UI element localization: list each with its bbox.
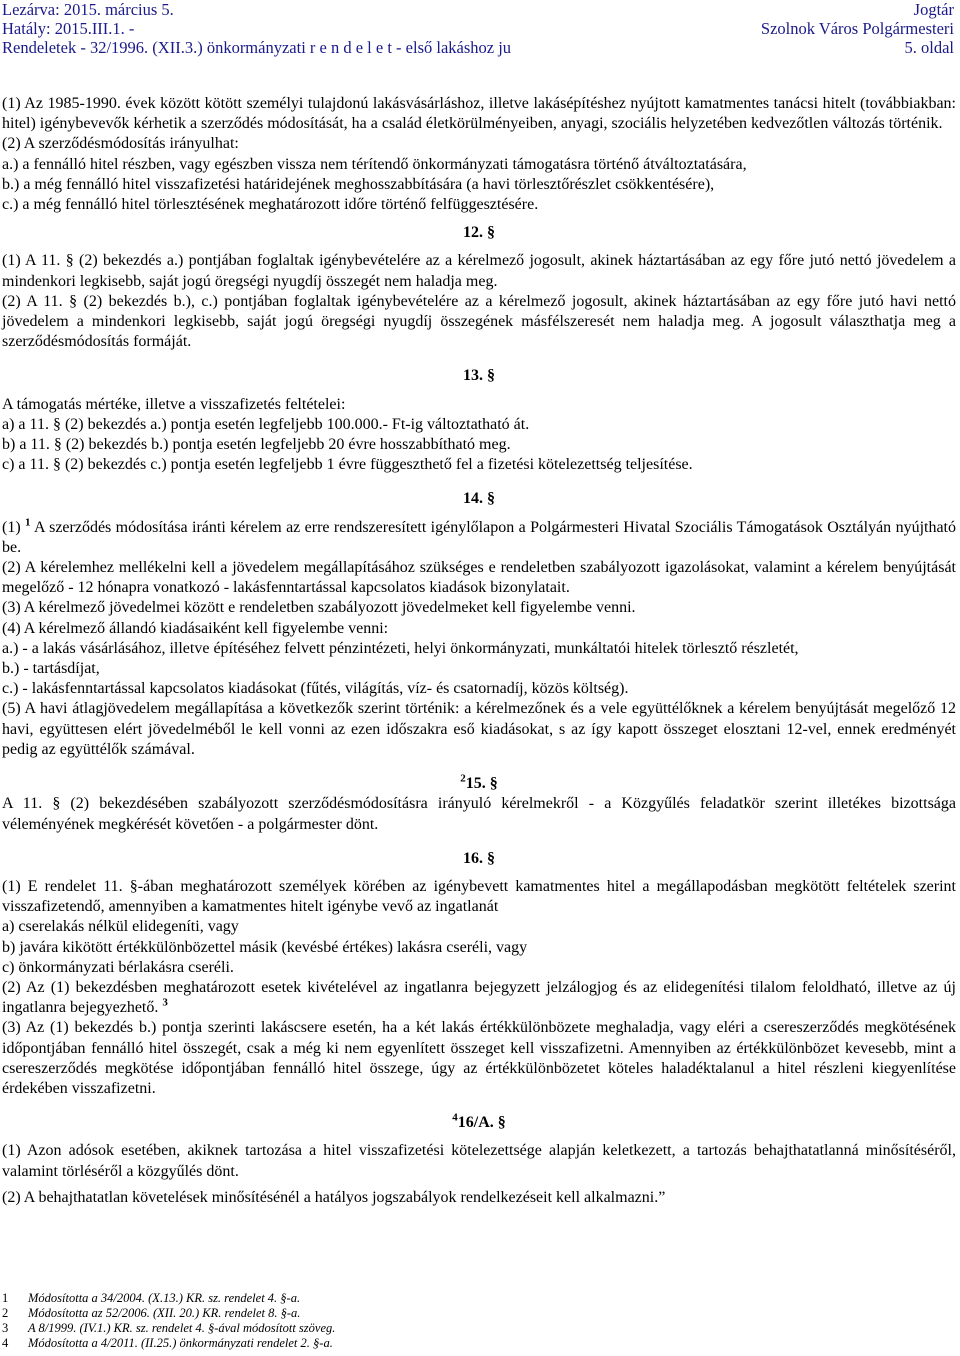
paragraph: (3) A kérelmező jövedelmei között e rendeletben szabályozott jövedelmeket kell figyelembe venni.	[2, 599, 636, 617]
footnote-ref[interactable]: 4	[452, 1111, 458, 1124]
footnote-number: 3	[2, 1321, 9, 1335]
paragraph	[2, 518, 956, 558]
paragraph: (3) Az (1) bekezdés b.) pontja szerinti lakáscsere esetén, ha a két lakás értékkülönbözete meghaladja, vagy eléri a csereszerződés megkötésének időpontjában fennálló hitel összegét, csak a még ki nem egyenlített összeget kell visszafizetni. Amennyiben az értékkülönbözet kevesebb, mint a csereszerződés megkötése időpontjában fennálló hitel összege, úgy az értékkülönbözetet köteles haladéktalanul a hitel részleni kiegyenlítése érdekében visszafizetni.	[2, 1019, 956, 1097]
footnote-number: 1	[2, 1291, 9, 1305]
paragraph: a.) a fennálló hitel részben, vagy egészben vissza nem térítendő önkormányzati támogatásra történő átváltoztatására,	[2, 155, 747, 173]
paragraph: (5) A havi átlagjövedelem megállapítása a következők szerint történik: a kérelmezőnek és a vele együttélőknek a kérelem benyújtását megelőző 12 havi, együttesen elért jövedelméből le kell vonni az ezen időszakra eső kiadásokat, s az így kapott összeget elosztani 12-vel, ennek eredményét pedig az együttélők számával.	[2, 700, 956, 758]
authority-label: Szolnok Város Polgármesteri	[760, 19, 954, 38]
paragraph: a) cserelakás nélkül elidegeníti, vagy	[2, 918, 239, 936]
page-number: 5. oldal	[904, 38, 954, 57]
paragraph-text: (2) Az (1) bekezdésben meghatározott esetek kivételével az ingatlanra bejegyzett jelzálogjog és az elidegenítési tilalom feloldható, illetve az új ingatlanra bejegyezhető.	[2, 978, 956, 1017]
section-heading-13: 13. §	[463, 367, 495, 385]
paragraph: (1) Azon adósok esetében, akiknek tartozása a hitel visszafizetési kötelezettsége alapján keletkezett, a tartozás behajthatatlanná minősítéséről, valamint törléséről a közgyűlés dönt.	[2, 1142, 956, 1180]
paragraph: c) önkormányzati bérlakásra cseréli.	[2, 958, 234, 976]
paragraph: c.) a még fennálló hitel törlesztésének meghatározott időre történő felfüggesztésére.	[2, 196, 539, 214]
paragraph-text: A szerződés módosítása iránti kérelem az erre rendszeresített igénylőlapon a Polgármesteri Hivatal Szociális Támogatások Osztályán nyújtható be.	[2, 518, 957, 556]
paragraph: b.) - tartásdíjat,	[2, 660, 100, 678]
paragraph: A 11. § (2) bekezdésében szabályozott szerződésmódosításra irányuló kérelmekről - a Közgyűlés feladatkör szerint illetékes bizottsága véleményének megkérését követően - a polgármester dönt.	[2, 795, 956, 833]
jogtar-label: Jogtár	[913, 0, 954, 19]
paragraph: b) a 11. § (2) bekezdés b.) pontja esetén legfeljebb 20 évre hosszabbítható meg.	[2, 436, 511, 454]
paragraph: (1) A 11. § (2) bekezdés a.) pontjában foglaltak igénybevételére az a kérelmező jogosult, akinek háztartásában az egy főre jutó nettó jövedelem a mindenkori legkisebb, saját jogú öregségi nyugdíj összegét nem haladja meg.	[2, 252, 956, 290]
paragraph: (2) A 11. § (2) bekezdés b.), c.) pontjában foglaltak igénybevételére az a kérelmező jogosult, akinek háztartásában az egy főre jutó havi nettó jövedelem a mindenkori legkisebb, saját jogú öregségi nyugdíj összegének másfélszeresét nem haladja meg. A jogosult választhatja meg a szerződésmódosítás formáját.	[2, 292, 956, 351]
footnote-text: Módosította az 52/2006. (XII. 20.) KR. rendelet 8. §-a.	[28, 1306, 301, 1320]
paragraph: (2) A kérelemhez mellékelni kell a jövedelem megállapításához szükséges e rendeletben szabályozott igazolásokat, valamint a kérelem benyújtását megelőző - 12 hónapra vonatkozó - lakásfenntartással kapcsolatos kiadások bizonylatait.	[2, 559, 956, 597]
footnote	[2, 1336, 702, 1351]
paragraph: (1) E rendelet 11. §-ában meghatározott személyek körében az igénybevett kamatmentes hitel a megállapodásban megkötött feltételek szerint visszafizetendő, amennyiben a kamatmentes hitelt igénybe vevő az ingatlanát	[2, 877, 956, 916]
footnote-number: 2	[2, 1306, 9, 1320]
footnote	[2, 1321, 702, 1336]
footnote-ref[interactable]: 2	[460, 772, 466, 785]
paragraph: c.) - lakásfenntartással kapcsolatos kiadásokat (fűtés, világítás, víz- és csatornadíj, közös költség).	[2, 680, 629, 698]
paragraph: b.) a még fennálló hitel visszafizetési határidejének meghosszabbítására (a havi törlesztőrészlet csökkentésére),	[2, 175, 715, 193]
paragraph: (2) A szerződésmódosítás irányulhat:	[2, 135, 239, 153]
paragraph-number: (1)	[2, 518, 21, 536]
paragraph: (4) A kérelmező állandó kiadásaiként kell figyelembe venni:	[2, 619, 389, 637]
footnote-text: Módosította a 34/2004. (X.13.) KR. sz. rendelet 4. §-a.	[28, 1291, 301, 1305]
paragraph: (1) Az 1985-1990. évek között kötött személyi tulajdonú lakásvásárláshoz, illetve lakásépítéshez nyújtott kamatmentes tanácsi hitelt (továbbiakban: hitel) igénybevevők kérhetik a szerződés módosítását, ha a család életkörülményeiben, anyagi, szociális helyzetében kedvezőtlen változás történik.	[2, 95, 956, 133]
page-header	[0, 0, 960, 58]
footnote-ref[interactable]: 3	[162, 996, 168, 1009]
paragraph	[2, 978, 956, 1018]
footnote-text: Módosította a 4/2011. (II.25.) önkormányzati rendelet 2. §-a.	[28, 1336, 333, 1350]
paragraph: b) javára kikötött értékkülönbözettel másik (kevésbé értékes) lakásra cseréli, vagy	[2, 938, 528, 956]
section-heading-text: 16/A. §	[457, 1114, 506, 1132]
footnote	[2, 1291, 702, 1306]
footnote-ref[interactable]: 1	[25, 516, 31, 529]
section-heading-16: 16. §	[463, 849, 495, 867]
document-body	[2, 94, 956, 1208]
regulation-title: Rendeletek - 32/1996. (XII.3.) önkormányzati r e n d e l e t - első lakáshoz ju	[2, 38, 512, 57]
footnotes	[2, 1291, 702, 1351]
section-heading-text: 15. §	[465, 775, 498, 793]
effective-date: Hatály: 2015.III.1. -	[2, 19, 135, 38]
paragraph: A támogatás mértéke, illetve a visszafizetés feltételei:	[2, 395, 346, 413]
footnote-number: 4	[2, 1336, 9, 1350]
closing-date: Lezárva: 2015. március 5.	[2, 0, 174, 19]
paragraph: a) a 11. § (2) bekezdés a.) pontja esetén legfeljebb 100.000.- Ft-ig változtatható át.	[2, 415, 530, 433]
paragraph: c) a 11. § (2) bekezdés c.) pontja esetén legfeljebb 1 évre függeszthető fel a fizetési kötelezettség teljesítése.	[2, 456, 693, 474]
footnote	[2, 1306, 702, 1321]
section-heading-16a	[2, 1113, 956, 1133]
footnote-text: A 8/1999. (IV.1.) KR. sz. rendelet 4. §-ával módosított szöveg.	[28, 1321, 336, 1335]
section-heading-15	[2, 774, 956, 794]
section-heading-12: 12. §	[463, 224, 495, 242]
section-heading-14: 14. §	[463, 490, 495, 508]
paragraph: (2) A behajthatatlan követelések minősítésénél a hatályos jogszabályok rendelkezéseit kell alkalmazni.”	[2, 1188, 666, 1206]
paragraph: a.) - a lakás vásárlásához, illetve építéséhez felvett pénzintézeti, helyi önkormányzati, munkáltatói hitelek törlesztő részletét,	[2, 639, 799, 657]
